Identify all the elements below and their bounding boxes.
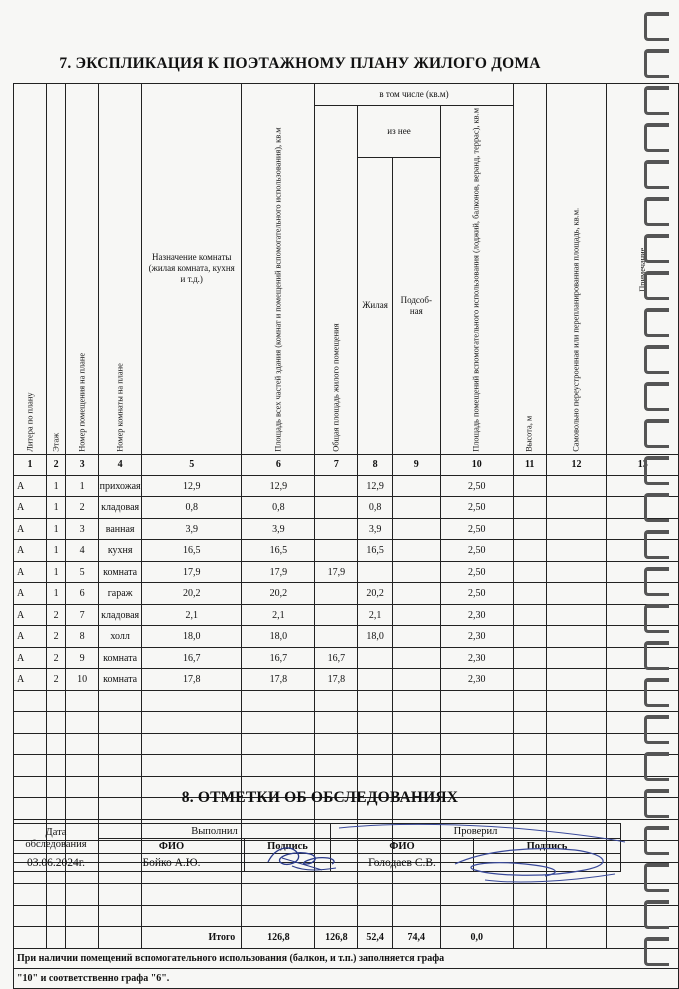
cell-ploshchad: 12,9 — [142, 475, 242, 497]
cell-nomer: 9 — [66, 647, 99, 669]
cell-etazh: 1 — [47, 497, 66, 519]
binder-ring — [644, 123, 669, 152]
column-number: 6 — [242, 454, 315, 475]
cell-naznachenie: кладовая — [99, 604, 142, 626]
binder-ring — [644, 12, 669, 41]
cell-vspom — [392, 626, 440, 648]
cell-etazh: 2 — [47, 604, 66, 626]
header-samovolno: Самовольно переустроенная или перепланированная площадь, кв.м. — [546, 84, 607, 455]
column-number: 9 — [392, 454, 440, 475]
header-ploshchad-vsekh: Площадь всех частей здания (комнат и помещений вспомогательного использования), кв.м — [242, 84, 315, 455]
cell-etazh: 1 — [47, 475, 66, 497]
header-zhilaya: Жилая — [358, 157, 393, 454]
cell-obshchaya: 16,5 — [242, 540, 315, 562]
cell-ploshchad: 17,9 — [142, 561, 242, 583]
empty-row — [14, 733, 679, 755]
itogo-vspom: 0,0 — [440, 927, 513, 949]
table-row — [14, 669, 679, 691]
cell-zhilaya — [315, 540, 358, 562]
cell-vspom — [392, 647, 440, 669]
empty-row — [14, 690, 679, 712]
cell-litera: А — [14, 518, 47, 540]
cell-vysota: 2,30 — [440, 604, 513, 626]
proveril-name: Голодаев С.В. — [331, 854, 474, 872]
cell-vysota: 2,30 — [440, 669, 513, 691]
binder-ring — [644, 900, 669, 929]
cell-podsobnaya: 16,5 — [358, 540, 393, 562]
table-row — [14, 626, 679, 648]
cell-litera: А — [14, 583, 47, 605]
note-line-2: "10" и соответственно графа "6". — [14, 968, 679, 988]
cell-obshchaya: 17,9 — [242, 561, 315, 583]
header-nomer-pomeshcheniya: Номер помещения на плане — [66, 84, 99, 455]
cell-etazh: 2 — [47, 669, 66, 691]
binder-ring — [644, 641, 669, 670]
cell-vspom — [392, 497, 440, 519]
empty-row — [14, 755, 679, 777]
cell-vysota: 2,30 — [440, 626, 513, 648]
itogo-zhilaya: 52,4 — [358, 927, 393, 949]
column-number: 13 — [607, 454, 679, 475]
binder-ring — [644, 789, 669, 818]
empty-row — [14, 712, 679, 734]
table-row — [14, 604, 679, 626]
totals-row — [14, 927, 679, 949]
cell-zhilaya — [315, 583, 358, 605]
binder-ring — [644, 419, 669, 448]
cell-podsobnaya: 18,0 — [358, 626, 393, 648]
binder-ring — [644, 160, 669, 189]
cell-obshchaya: 12,9 — [242, 475, 315, 497]
cell-vysota: 2,50 — [440, 497, 513, 519]
cell-etazh: 1 — [47, 583, 66, 605]
cell-vysota: 2,50 — [440, 583, 513, 605]
cell-zhilaya: 17,8 — [315, 669, 358, 691]
cell-naznachenie: кухня — [99, 540, 142, 562]
cell-vspom — [392, 518, 440, 540]
inspection-vypolnil: Выполнил — [99, 824, 331, 839]
table-row — [14, 583, 679, 605]
cell-ploshchad: 20,2 — [142, 583, 242, 605]
binder-ring — [644, 493, 669, 522]
cell-vspom — [392, 561, 440, 583]
binder-ring — [644, 604, 669, 633]
cell-vysota: 2,30 — [440, 647, 513, 669]
column-number: 12 — [546, 454, 607, 475]
table-row — [14, 475, 679, 497]
signature-vypolnil — [262, 840, 342, 876]
cell-naznachenie: комната — [99, 647, 142, 669]
cell-obshchaya: 3,9 — [242, 518, 315, 540]
cell-nomer: 10 — [66, 669, 99, 691]
inspection-proveril: Проверил — [331, 824, 621, 839]
binder-ring — [644, 863, 669, 892]
cell-litera: А — [14, 669, 47, 691]
binder-ring — [644, 567, 669, 596]
cell-ploshchad: 17,8 — [142, 669, 242, 691]
header-naznachenie: Назначение комнаты (жилая комната, кухня и т.д.) — [142, 84, 242, 455]
binder-ring — [644, 715, 669, 744]
column-number: 10 — [440, 454, 513, 475]
binder-ring — [644, 382, 669, 411]
cell-vysota: 2,50 — [440, 518, 513, 540]
table-row — [14, 647, 679, 669]
cell-vspom — [392, 475, 440, 497]
cell-litera: А — [14, 497, 47, 519]
cell-litera: А — [14, 475, 47, 497]
header-v-tom-chisle: в том числе (кв.м) — [315, 84, 513, 106]
cell-podsobnaya: 12,9 — [358, 475, 393, 497]
cell-obshchaya: 16,7 — [242, 647, 315, 669]
itogo-obshchaya: 126,8 — [315, 927, 358, 949]
cell-vysota: 2,50 — [440, 475, 513, 497]
cell-ploshchad: 16,7 — [142, 647, 242, 669]
binder-ring — [644, 678, 669, 707]
header-litera: Литера по плану — [14, 84, 47, 455]
column-number: 8 — [358, 454, 393, 475]
cell-zhilaya — [315, 497, 358, 519]
cell-vysota: 2,50 — [440, 561, 513, 583]
cell-zhilaya — [315, 604, 358, 626]
binder-ring — [644, 530, 669, 559]
empty-row — [14, 905, 679, 927]
header-primechanie: Примечание — [607, 84, 679, 455]
cell-vspom — [392, 583, 440, 605]
cell-etazh: 1 — [47, 540, 66, 562]
binder-ring — [644, 49, 669, 78]
cell-zhilaya: 16,7 — [315, 647, 358, 669]
cell-obshchaya: 20,2 — [242, 583, 315, 605]
header-podsobnaya: Подсоб-ная — [392, 157, 440, 454]
cell-naznachenie: холл — [99, 626, 142, 648]
itogo-label: Итого — [142, 927, 242, 949]
cell-nomer: 6 — [66, 583, 99, 605]
binder-ring — [644, 826, 669, 855]
vypolnil-name: Бойко А.Ю. — [99, 854, 245, 872]
cell-vysota: 2,50 — [440, 540, 513, 562]
header-etazh: Этаж — [47, 84, 66, 455]
column-number: 5 — [142, 454, 242, 475]
inspection-podpis-1: Подпись — [245, 839, 331, 854]
header-vysota: Высота, м — [513, 84, 546, 455]
inspection-date: 03.06.2024г. — [14, 854, 99, 872]
cell-podsobnaya: 2,1 — [358, 604, 393, 626]
cell-podsobnaya — [358, 647, 393, 669]
binder-ring — [644, 86, 669, 115]
column-number: 2 — [47, 454, 66, 475]
cell-nomer: 8 — [66, 626, 99, 648]
cell-nomer: 2 — [66, 497, 99, 519]
table-row — [14, 540, 679, 562]
cell-vspom — [392, 604, 440, 626]
cell-nomer: 1 — [66, 475, 99, 497]
cell-nomer: 4 — [66, 540, 99, 562]
cell-nomer: 3 — [66, 518, 99, 540]
cell-etazh: 2 — [47, 626, 66, 648]
cell-podsobnaya: 20,2 — [358, 583, 393, 605]
header-vspomogatelnaya: Площадь помещений вспомогательного использования (лоджий, балконов, веранд, террас), кв.м — [440, 106, 513, 455]
cell-ploshchad: 16,5 — [142, 540, 242, 562]
cell-podsobnaya: 3,9 — [358, 518, 393, 540]
table-row — [14, 518, 679, 540]
cell-litera: А — [14, 626, 47, 648]
column-numbers-row — [14, 454, 679, 475]
table-row — [14, 497, 679, 519]
inspection-date-label: Дата обследования — [14, 824, 99, 854]
cell-etazh: 1 — [47, 518, 66, 540]
cell-etazh: 1 — [47, 561, 66, 583]
cell-nomer: 5 — [66, 561, 99, 583]
cell-zhilaya — [315, 518, 358, 540]
cell-nomer: 7 — [66, 604, 99, 626]
cell-ploshchad: 3,9 — [142, 518, 242, 540]
column-number: 11 — [513, 454, 546, 475]
signature-proveril — [335, 820, 635, 890]
note-line-1: При наличии помещений вспомогательного использования (балкон, и т.п.) заполняется графа — [14, 948, 679, 968]
cell-litera: А — [14, 540, 47, 562]
cell-naznachenie: комната — [99, 561, 142, 583]
column-number: 3 — [66, 454, 99, 475]
cell-naznachenie: кладовая — [99, 497, 142, 519]
header-iz-nee: из нее — [358, 106, 440, 158]
cell-litera: А — [14, 604, 47, 626]
binder-ring — [644, 937, 669, 966]
cell-obshchaya: 0,8 — [242, 497, 315, 519]
cell-naznachenie: комната — [99, 669, 142, 691]
itogo-podsobnaya: 74,4 — [392, 927, 440, 949]
cell-litera: А — [14, 561, 47, 583]
cell-naznachenie: гараж — [99, 583, 142, 605]
cell-zhilaya — [315, 626, 358, 648]
cell-podsobnaya — [358, 669, 393, 691]
column-number: 1 — [14, 454, 47, 475]
binder-ring — [644, 234, 669, 263]
table-row — [14, 561, 679, 583]
cell-ploshchad: 0,8 — [142, 497, 242, 519]
cell-zhilaya: 17,9 — [315, 561, 358, 583]
column-number: 7 — [315, 454, 358, 475]
cell-vspom — [392, 669, 440, 691]
cell-litera: А — [14, 647, 47, 669]
cell-obshchaya: 17,8 — [242, 669, 315, 691]
binder-ring — [644, 271, 669, 300]
binder-ring — [644, 197, 669, 226]
section-8-title: 8. ОТМЕТКИ ОБ ОБСЛЕДОВАНИЯХ — [181, 789, 459, 806]
cell-podsobnaya — [358, 561, 393, 583]
binder-rings — [641, 0, 679, 960]
column-number: 4 — [99, 454, 142, 475]
cell-podsobnaya: 0,8 — [358, 497, 393, 519]
header-obshchaya: Общая площадь жилого помещения — [315, 106, 358, 455]
inspection-fio-2: ФИО — [331, 839, 474, 854]
cell-obshchaya: 2,1 — [242, 604, 315, 626]
cell-naznachenie: прихожая — [99, 475, 142, 497]
binder-ring — [644, 752, 669, 781]
inspection-podpis-2: Подпись — [474, 839, 621, 854]
cell-vspom — [392, 540, 440, 562]
cell-ploshchad: 2,1 — [142, 604, 242, 626]
binder-ring — [644, 345, 669, 374]
cell-etazh: 2 — [47, 647, 66, 669]
binder-ring — [644, 456, 669, 485]
cell-zhilaya — [315, 475, 358, 497]
header-nomer-komnaty: Номер комнаты на плане — [99, 84, 142, 455]
itogo-ploshchad: 126,8 — [242, 927, 315, 949]
inspection-fio-1: ФИО — [99, 839, 245, 854]
page-title: 7. ЭКСПЛИКАЦИЯ К ПОЭТАЖНОМУ ПЛАНУ ЖИЛОГО ДОМА — [59, 55, 541, 72]
binder-ring — [644, 308, 669, 337]
cell-naznachenie: ванная — [99, 518, 142, 540]
cell-obshchaya: 18,0 — [242, 626, 315, 648]
cell-ploshchad: 18,0 — [142, 626, 242, 648]
